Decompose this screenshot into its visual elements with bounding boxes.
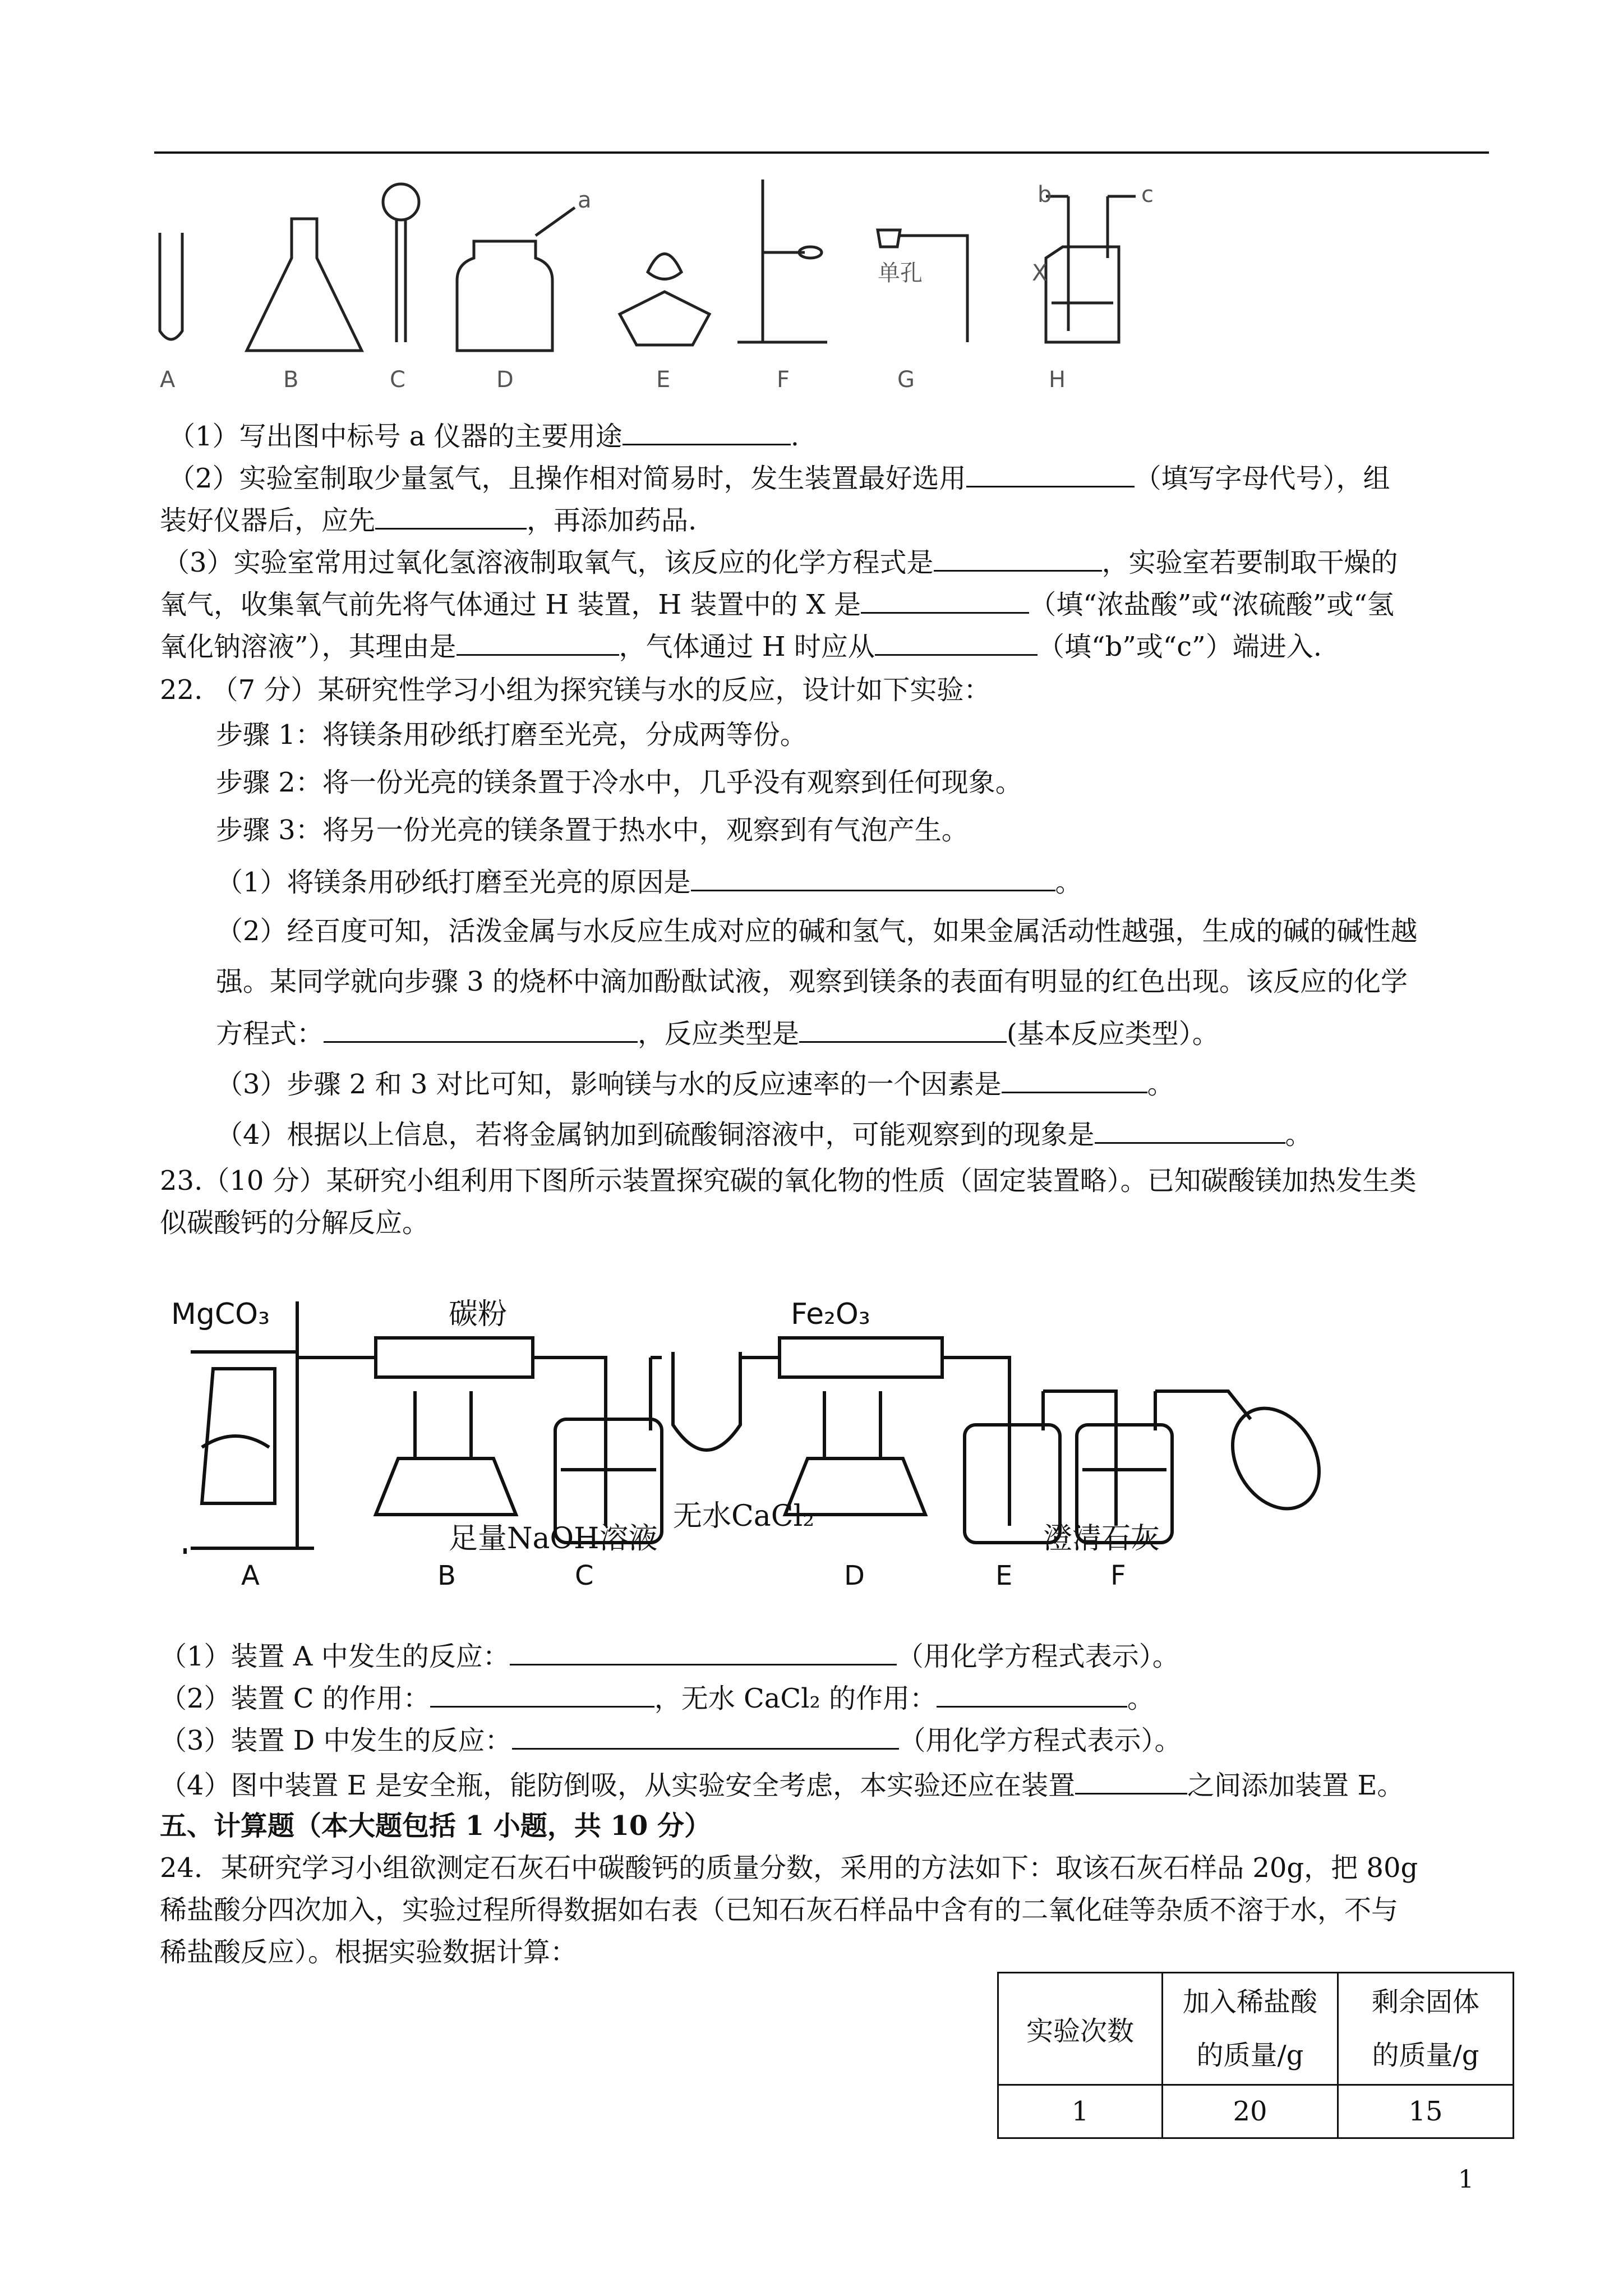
cacl2-label: 无水CaCl₂ xyxy=(673,1499,815,1533)
fig2-label-B: B xyxy=(437,1560,456,1591)
label-b: b xyxy=(1038,182,1052,208)
q22-step1: 步骤 1：将镁条用砂纸打磨至光亮，分成两等份。 xyxy=(216,719,807,751)
apparatus-figure-2 xyxy=(168,1290,1324,1593)
cell-acid: 20 xyxy=(1163,2085,1338,2138)
fig2-label-A: A xyxy=(241,1560,260,1591)
label-D: D xyxy=(496,367,514,393)
page-number: 1 xyxy=(1458,2165,1474,2194)
q21-part3-cont: 氧气，收集氧气前先将气体通过 H 装置，H 装置中的 X 是 （填“浓盐酸”或“浓硫酸”或“氢 xyxy=(160,586,1394,622)
label-c: c xyxy=(1141,182,1154,208)
limewater-label: 澄清石灰 xyxy=(1043,1522,1160,1556)
label-X: X xyxy=(1032,260,1048,286)
label-H: H xyxy=(1049,367,1066,393)
q22-step3: 步骤 3：将另一份光亮的镁条置于热水中，观察到有气泡产生。 xyxy=(216,815,969,846)
stopper-label: 单孔 xyxy=(878,260,923,286)
q23-part2: （2）装置 C 的作用： ，无水 CaCl₂ 的作用： 。 xyxy=(160,1680,1154,1715)
fe2o3-label: Fe₂O₃ xyxy=(791,1297,870,1331)
label-B: B xyxy=(283,367,299,393)
label-G: G xyxy=(897,367,915,393)
carbon-powder-label: 碳粉 xyxy=(449,1297,508,1331)
apparatus-figure-1 xyxy=(154,174,1164,398)
naoh-label: 足量NaOH溶液 xyxy=(449,1522,658,1556)
mgco3-label: MgCO₃ xyxy=(171,1297,270,1331)
q21-part2-cont: 装好仪器后，应先 ，再添加药品. xyxy=(160,502,697,537)
q24-text-3: 稀盐酸反应）。根据实验数据计算： xyxy=(160,1936,578,1968)
label-a: a xyxy=(578,187,592,213)
col-solid-header-line2: 的质量/g xyxy=(1372,2039,1479,2071)
cell-trial: 1 xyxy=(998,2085,1163,2138)
q21-part2: （2）实验室制取少量氢气，且操作相对简易时，发生装置最好选用 （填写字母代号），组 xyxy=(168,460,1390,495)
section-5-heading: 五、计算题（本大题包括 1 小题，共 10 分） xyxy=(160,1810,712,1842)
col-acid-header-line2: 的质量/g xyxy=(1196,2039,1304,2071)
label-E: E xyxy=(656,367,671,393)
q24-text-2: 稀盐酸分四次加入，实验过程所得数据如右表（已知石灰石样品中含有的二氧化硅等杂质不溶于水，不与 xyxy=(160,1894,1399,1926)
fig2-label-F: F xyxy=(1110,1560,1126,1591)
q22-part2-cont: 强。某同学就向步骤 3 的烧杯中滴加酚酞试液，观察到镁条的表面有明显的红色出现。该反应的化学 xyxy=(216,966,1408,997)
col-acid-header-line1: 加入稀盐酸 xyxy=(1182,1986,1317,2018)
label-A: A xyxy=(160,367,176,393)
col-solid-header xyxy=(1338,1973,1514,2085)
q23-part1: （1）装置 A 中发生的反应： （用化学方程式表示）。 xyxy=(160,1638,1179,1673)
q22-part4: （4）根据以上信息，若将金属钠加到硫酸铜溶液中，可能观察到的现象是 。 xyxy=(216,1116,1312,1152)
q22-part1: （1）将镁条用砂纸打磨至光亮的原因是 。 xyxy=(216,864,1082,899)
table-row xyxy=(998,2085,1514,2138)
q23-title: 23.（10 分）某研究小组利用下图所示装置探究碳的氧化物的性质（固定装置略）。已知碳酸镁加热发生类 xyxy=(160,1165,1417,1197)
col-acid-header xyxy=(1163,1973,1338,2085)
fig2-label-D: D xyxy=(844,1560,865,1591)
cell-solid: 15 xyxy=(1338,2085,1514,2138)
q21-part3-cont2: 氧化钠溶液”），其理由是 ，气体通过 H 时应从 （填“b”或“c”）端进入. xyxy=(160,628,1322,664)
q23-title-cont: 似碳酸钙的分解反应。 xyxy=(160,1207,430,1239)
table-header-row xyxy=(998,1973,1514,2085)
experiment-data-table xyxy=(997,1972,1514,2139)
header-rule xyxy=(154,151,1489,154)
fig2-label-C: C xyxy=(575,1560,594,1591)
label-F: F xyxy=(777,367,790,393)
fig2-label-E: E xyxy=(995,1560,1013,1591)
q23-part4: （4）图中装置 E 是安全瓶，能防倒吸，从实验安全考虑，本实验还应在装置 之间添加装置 E。 xyxy=(160,1767,1404,1802)
col-trial-header: 实验次数 xyxy=(998,1973,1163,2085)
q21-part1: （1）写出图中标号 a 仪器的主要用途 . xyxy=(168,418,799,453)
q22-part2-cont2: 方程式： ，反应类型是 (基本反应类型）。 xyxy=(216,1015,1219,1051)
q24-text-1: 24．某研究学习小组欲测定石灰石中碳酸钙的质量分数，采用的方法如下：取该石灰石样品 20g，把 80g xyxy=(160,1852,1418,1884)
q22-part2: （2）经百度可知，活泼金属与水反应生成对应的碱和氢气，如果金属活动性越强，生成的碱的碱性越 xyxy=(216,915,1418,947)
q23-part3: （3）装置 D 中发生的反应： （用化学方程式表示）。 xyxy=(160,1722,1182,1757)
q22-step2: 步骤 2：将一份光亮的镁条置于冷水中，几乎没有观察到任何现象。 xyxy=(216,767,1022,798)
q21-part3: （3）实验室常用过氧化氢溶液制取氧气，该反应的化学方程式是 ，实验室若要制取干燥的 xyxy=(163,544,1398,579)
q22-part3: （3）步骤 2 和 3 对比可知，影响镁与水的反应速率的一个因素是 。 xyxy=(216,1066,1174,1101)
label-C: C xyxy=(390,367,405,393)
col-solid-header-line1: 剩余固体 xyxy=(1371,1986,1479,2018)
q22-title: 22. （7 分）某研究性学习小组为探究镁与水的反应，设计如下实验： xyxy=(160,674,991,706)
